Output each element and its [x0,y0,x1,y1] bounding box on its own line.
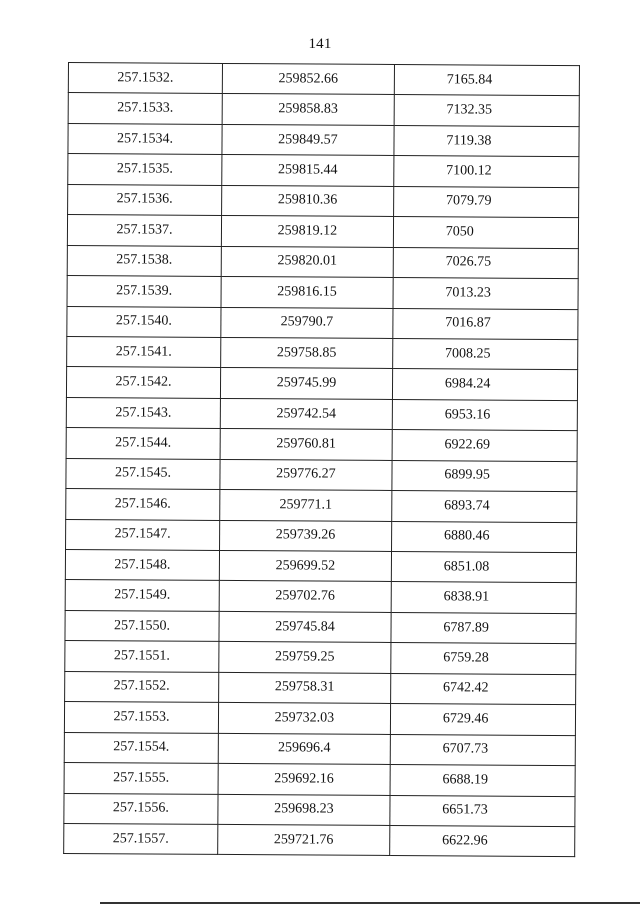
table-row [67,215,578,249]
page-number: 141 [308,36,332,52]
point-id-cell: 257.1543. [66,397,220,428]
y-coordinate-cell: 6893.74 [392,491,577,523]
y-coordinate-cell: 6688.19 [390,765,575,797]
y-coordinate-cell: 6922.69 [392,430,577,462]
x-coordinate-cell: 259759.25 [219,642,391,673]
x-coordinate-cell: 259758.85 [221,337,393,368]
table-row [68,93,579,127]
table-row [65,610,576,644]
table-row [65,549,576,583]
table-row [65,671,576,705]
table-row [66,489,577,523]
table-row [64,793,575,827]
table-row [67,336,578,370]
y-coordinate-cell: 7013.23 [393,278,578,310]
table-row [66,428,577,462]
y-coordinate-cell: 6953.16 [392,399,577,431]
point-id-cell: 257.1539. [67,276,221,307]
point-id-cell: 257.1551. [65,641,219,672]
table-row [68,184,579,218]
point-id-cell: 257.1545. [66,458,220,489]
y-coordinate-cell: 6899.95 [392,460,577,492]
table-row [64,702,575,736]
point-id-cell: 257.1554. [64,732,218,763]
x-coordinate-cell: 259739.26 [220,520,392,551]
point-id-cell: 257.1549. [65,580,219,611]
x-coordinate-cell: 259702.76 [219,581,391,612]
y-coordinate-cell: 6622.96 [390,825,575,857]
coordinate-table-body [64,63,580,857]
x-coordinate-cell: 259815.44 [222,155,394,186]
page-bottom-rule [100,902,640,904]
x-coordinate-cell: 259816.15 [221,277,393,308]
x-coordinate-cell: 259819.12 [221,216,393,247]
x-coordinate-cell: 259849.57 [222,124,394,155]
point-id-cell: 257.1548. [65,549,219,580]
x-coordinate-cell: 259810.36 [222,185,394,216]
y-coordinate-cell: 6984.24 [392,369,577,401]
y-coordinate-cell: 6759.28 [391,643,576,675]
point-id-cell: 257.1556. [64,793,218,824]
point-id-cell: 257.1552. [65,671,219,702]
point-id-cell: 257.1553. [64,702,218,733]
table-row [68,123,579,157]
coordinate-table [63,62,580,857]
y-coordinate-cell: 6851.08 [391,551,576,583]
point-id-cell: 257.1536. [68,184,222,215]
x-coordinate-cell: 259745.99 [220,368,392,399]
x-coordinate-cell: 259758.31 [219,672,391,703]
x-coordinate-cell: 259852.66 [222,63,394,94]
y-coordinate-cell: 6838.91 [391,582,576,614]
point-id-cell: 257.1541. [67,336,221,367]
point-id-cell: 257.1547. [66,519,220,550]
y-coordinate-cell: 7100.12 [394,156,579,188]
y-coordinate-cell: 7132.35 [394,95,579,127]
y-coordinate-cell: 6729.46 [390,704,575,736]
point-id-cell: 257.1557. [64,823,218,854]
y-coordinate-cell: 6787.89 [391,612,576,644]
y-coordinate-cell: 7008.25 [392,338,577,370]
table-row [68,63,579,97]
x-coordinate-cell: 259771.1 [220,490,392,521]
x-coordinate-cell: 259820.01 [221,246,393,277]
table-row [65,580,576,614]
x-coordinate-cell: 259790.7 [221,307,393,338]
point-id-cell: 257.1537. [67,215,221,246]
point-id-cell: 257.1535. [68,154,222,185]
y-coordinate-cell: 7079.79 [393,186,578,218]
table-row [68,154,579,188]
table-row [64,732,575,766]
point-id-cell: 257.1550. [65,610,219,641]
point-id-cell: 257.1534. [68,123,222,154]
x-coordinate-cell: 259699.52 [219,550,391,581]
x-coordinate-cell: 259692.16 [218,763,390,794]
table-row [65,641,576,675]
x-coordinate-cell: 259721.76 [218,824,390,855]
table-row [64,763,575,797]
point-id-cell: 257.1546. [66,489,220,520]
y-coordinate-cell: 6651.73 [390,795,575,827]
x-coordinate-cell: 259742.54 [220,398,392,429]
x-coordinate-cell: 259760.81 [220,429,392,460]
point-id-cell: 257.1542. [66,367,220,398]
table-row [67,306,578,340]
y-coordinate-cell: 6742.42 [390,673,575,705]
point-id-cell: 257.1555. [64,763,218,794]
point-id-cell: 257.1544. [66,428,220,459]
y-coordinate-cell: 6880.46 [391,521,576,553]
table-row [64,823,575,857]
x-coordinate-cell: 259745.84 [219,611,391,642]
point-id-cell: 257.1532. [68,63,222,94]
y-coordinate-cell: 7026.75 [393,247,578,279]
table-row [66,367,577,401]
point-id-cell: 257.1540. [67,306,221,337]
x-coordinate-cell: 259776.27 [220,459,392,490]
x-coordinate-cell: 259698.23 [218,794,390,825]
y-coordinate-cell: 7050 [393,217,578,249]
table-row [67,245,578,279]
point-id-cell: 257.1538. [67,245,221,276]
table-row [66,458,577,492]
table-row [66,397,577,431]
x-coordinate-cell: 259696.4 [218,733,390,764]
point-id-cell: 257.1533. [68,93,222,124]
x-coordinate-cell: 259732.03 [218,703,390,734]
x-coordinate-cell: 259858.83 [222,94,394,125]
y-coordinate-cell: 6707.73 [390,734,575,766]
table-row [67,276,578,310]
y-coordinate-cell: 7016.87 [393,308,578,340]
table-row [66,519,577,553]
y-coordinate-cell: 7119.38 [394,125,579,157]
y-coordinate-cell: 7165.84 [394,64,579,96]
